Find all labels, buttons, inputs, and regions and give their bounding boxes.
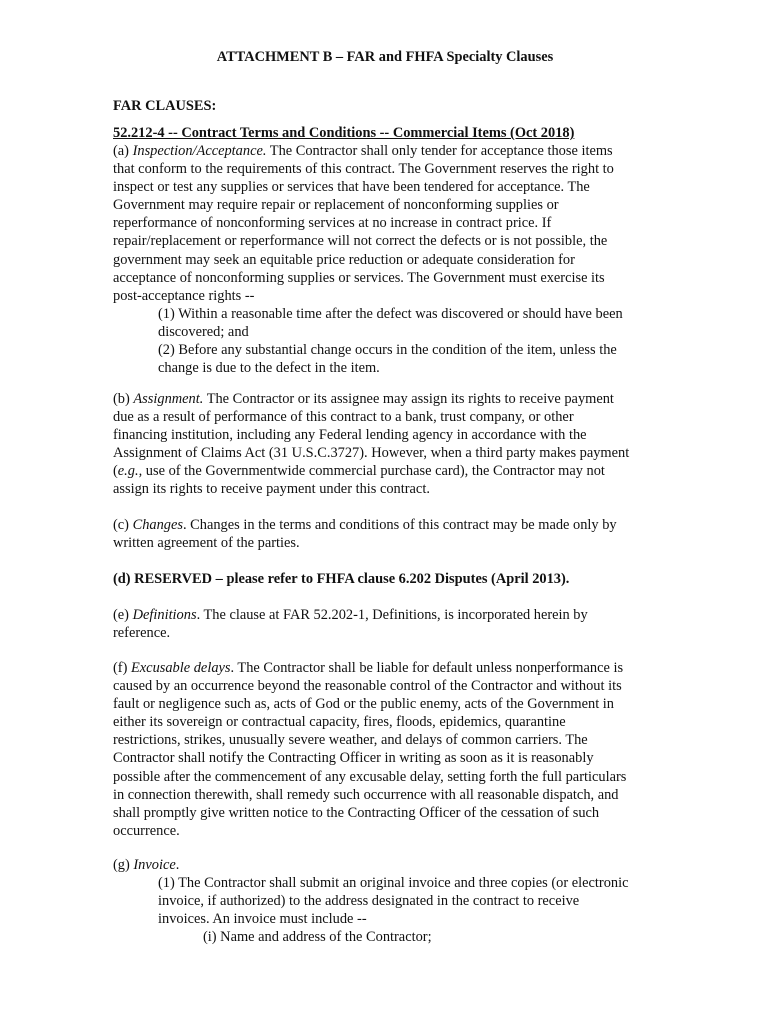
clause-f-line: Contractor shall notify the Contracting Officer in writing as soon as it is reasonably	[113, 750, 594, 767]
clause-f-line: possible after the commencement of any excusable delay, setting forth the full particulars	[113, 768, 627, 785]
clause-c-label: (c)	[113, 517, 129, 533]
clause-a-line: acceptance of nonconforming supplies or services. The Government must exercise its	[113, 269, 605, 286]
clause-g-sub1-line: invoice, if authorized) to the address designated in the contract to receive	[158, 893, 580, 910]
clause-g	[113, 856, 653, 946]
clause-a-line: reperformance of nonconforming services at no increase in contract price. If	[113, 215, 552, 232]
clause-f-line: either its sovereign or contractual capacity, fires, floods, epidemics, quarantine	[113, 714, 566, 731]
clause-b	[113, 390, 653, 499]
clause-b-title: Assignment.	[133, 391, 204, 407]
clause-a-sub2-line: (2) Before any substantial change occurs in the condition of the item, unless the	[158, 342, 617, 359]
clause-c-line: written agreement of the parties.	[113, 535, 300, 552]
clause-e-label: (e)	[113, 607, 129, 623]
clause-f-line: fault or negligence such as, acts of God or the public enemy, acts of the Government in	[113, 696, 614, 713]
clause-c-line: . Changes in the terms and conditions of this contract may be made only by	[182, 517, 617, 533]
clause-a-sub1-line: discovered; and	[158, 323, 249, 340]
clause-b-line: use of the Governmentwide commercial purchase card), the Contractor may not	[142, 463, 605, 480]
clause-a-line: Government may require repair or replacement of nonconforming supplies or	[113, 197, 559, 214]
clause-b-line: Assignment of Claims Act (31 U.S.C.3727). However, when a third party makes payment	[113, 445, 630, 462]
clause-e	[113, 606, 653, 642]
clause-a	[113, 142, 653, 377]
clause-b-line: The Contractor or its assignee may assign its rights to receive payment	[206, 391, 614, 407]
clause-a-line: government may seek an equitable price reduction or adequate consideration for	[113, 251, 575, 268]
clause-f	[113, 659, 653, 840]
clause-a-line: that conform to the requirements of this contract. The Government reserves the right to	[113, 161, 614, 178]
clause-a-label: (a)	[113, 143, 129, 159]
clause-e-line: reference.	[113, 625, 171, 642]
clause-g-label: (g)	[113, 857, 130, 873]
clause-f-line: shall promptly give written notice to the Contracting Officer of the cessation of such	[113, 804, 600, 821]
clause-d: (d) RESERVED – please refer to FHFA clause 6.202 Disputes (April 2013).	[113, 571, 570, 587]
clause-f-line: restrictions, strikes, unusually severe weather, and delays of common carriers. The	[113, 732, 588, 749]
clause-a-line: repair/replacement or reperformance will not correct the defects or is not possible, the	[113, 233, 608, 250]
clause-g-title: Invoice	[133, 857, 176, 873]
clause-a-title: Inspection/Acceptance.	[132, 143, 267, 159]
clause-b-line: due as a result of performance of this contract to a bank, trust company, or other	[113, 409, 574, 426]
clause-g-sub1-line: (1) The Contractor shall submit an original invoice and three copies (or electronic	[158, 875, 629, 892]
clause-c	[113, 516, 653, 552]
clause-f-line: caused by an occurrence beyond the reasonable control of the Contractor and without its	[113, 678, 622, 695]
section-heading: FAR CLAUSES:	[113, 98, 217, 114]
clause-f-title: Excusable delays	[131, 660, 231, 676]
clause-g-sub1-line: invoices. An invoice must include --	[158, 911, 367, 928]
clause-g-period: .	[175, 857, 180, 873]
clause-b-label: (b)	[113, 391, 130, 407]
clause-f-line: occurrence.	[113, 822, 180, 839]
clause-c-title: Changes	[132, 517, 183, 533]
clause-e-title: Definitions	[132, 607, 197, 623]
clause-g-sub1-i: (i) Name and address of the Contractor;	[203, 929, 432, 946]
clause-heading: 52.212-4 -- Contract Terms and Conditions -- Commercial Items (Oct 2018)	[113, 125, 575, 141]
clause-a-line: inspect or test any supplies or services that have been tendered for acceptance. The	[113, 179, 590, 196]
clause-a-sub1-line: (1) Within a reasonable time after the defect was discovered or should have been	[158, 305, 623, 322]
document-title: ATTACHMENT B – FAR and FHFA Specialty Clauses	[216, 49, 554, 65]
clause-b-eg: e.g.,	[117, 463, 143, 480]
clause-f-line: in connection therewith, shall remedy such occurrence with all reasonable dispatch, and	[113, 786, 619, 803]
clause-b-paren: (	[113, 463, 118, 480]
clause-e-line: . The clause at FAR 52.202-1, Definitions, is incorporated herein by	[196, 607, 588, 623]
clause-f-line: . The Contractor shall be liable for default unless nonperformance is	[230, 660, 624, 676]
clause-a-sub2-line: change is due to the defect in the item.	[158, 360, 380, 377]
clause-b-line: financing institution, including any Federal lending agency in accordance with the	[113, 427, 587, 444]
clause-a-line: The Contractor shall only tender for acceptance those items	[269, 143, 613, 159]
clause-b-line: assign its rights to receive payment under this contract.	[113, 481, 430, 498]
clause-f-label: (f)	[113, 660, 128, 676]
clause-a-line: post-acceptance rights --	[113, 287, 255, 304]
